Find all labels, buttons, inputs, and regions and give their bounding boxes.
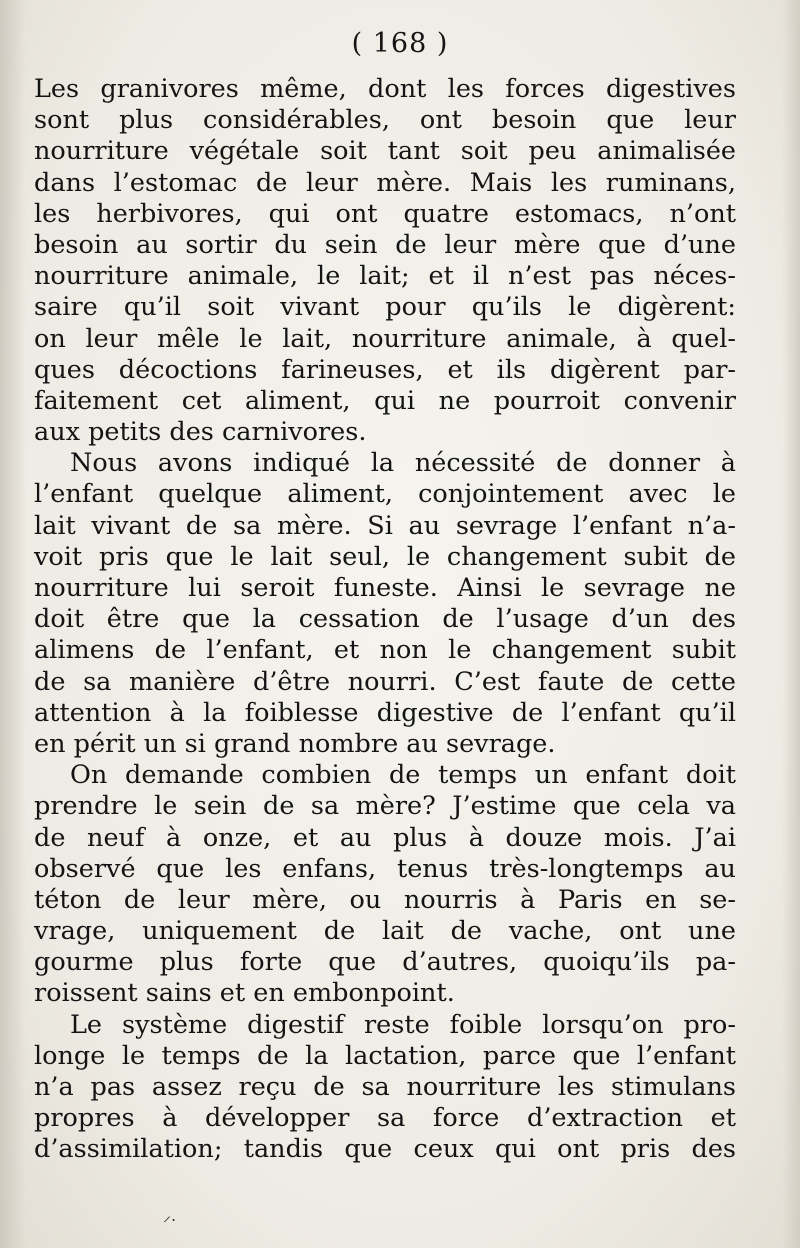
text-line: nourriture végétale soit tant soit peu animalisée — [34, 136, 736, 167]
text-line: ques décoctions farineuses, et ils digèrent par- — [34, 354, 736, 385]
text-line: nourriture animale, le lait; et il n’est pas néces- — [34, 261, 736, 292]
text-line: Les granivores même, dont les forces digestives — [34, 74, 736, 104]
text-line: propres à développer sa force d’extraction et — [34, 1103, 736, 1134]
signature-mark: ⸝. — [163, 1206, 177, 1225]
text-line: on leur mêle le lait, nourriture animale, à quel- — [34, 323, 736, 354]
text-line: téton de leur mère, ou nourris à Paris en se- — [34, 884, 736, 915]
text-line: doit être que la cessation de l’usage d’un des — [34, 604, 736, 635]
page-number: ( 168 ) — [351, 28, 449, 59]
page-right-shadow — [782, 0, 800, 1248]
page-left-shadow — [0, 0, 26, 1248]
text-line: dans l’estomac de leur mère. Mais les ruminans, — [34, 167, 736, 198]
text-line: de sa manière d’être nourri. C’est faute de cette — [34, 666, 736, 697]
text-line: prendre le sein de sa mère? J’estime que cela va — [34, 791, 736, 822]
text-line: attention à la foiblesse digestive de l’enfant qu’il — [34, 697, 736, 728]
text-line: en périt un si grand nombre au sevrage. — [34, 728, 556, 759]
text-line: voit pris que le lait seul, le changement subit de — [34, 541, 736, 572]
text-line: besoin au sortir du sein de leur mère que d’une — [34, 229, 736, 260]
text-line: vrage, uniquement de lait de vache, ont une — [34, 916, 736, 947]
text-line: lait vivant de sa mère. Si au sevrage l’enfant n’a- — [34, 510, 736, 541]
text-line: de neuf à onze, et au plus à douze mois. J’ai — [34, 822, 736, 853]
text-line: l’enfant quelque aliment, conjointement avec le — [34, 479, 736, 510]
text-line: sont plus considérables, ont besoin que leur — [34, 105, 736, 136]
body-text — [34, 74, 736, 1166]
text-line: gourme plus forte que d’autres, quoiqu’ils pa- — [34, 947, 736, 978]
text-line: roissent sains et en embonpoint. — [34, 978, 455, 1009]
text-line: observé que les enfans, tenus très-longtemps au — [34, 853, 736, 884]
text-line: nourriture lui seroit funeste. Ainsi le sevrage ne — [34, 573, 736, 603]
text-line: faitement cet aliment, qui ne pourroit convenir — [34, 385, 736, 416]
text-line: alimens de l’enfant, et non le changement subit — [34, 635, 736, 666]
paragraph-start-line: On demande combien de temps un enfant doit — [70, 760, 736, 791]
paragraph-start-line: Le système digestif reste foible lorsqu’on pro- — [70, 1009, 736, 1040]
text-line: d’assimilation; tandis que ceux qui ont pris des — [34, 1134, 736, 1165]
text-line: saire qu’il soit vivant pour qu’ils le digèrent: — [34, 292, 736, 323]
text-line: n’a pas assez reçu de sa nourriture les stimulans — [34, 1072, 736, 1102]
text-line: les herbivores, qui ont quatre estomacs, n’ont — [34, 198, 736, 229]
text-line: aux petits des carnivores. — [34, 417, 367, 448]
paragraph-start-line: Nous avons indiqué la nécessité de donner à — [70, 448, 736, 479]
text-line: longe le temps de la lactation, parce que l’enfant — [34, 1040, 736, 1071]
